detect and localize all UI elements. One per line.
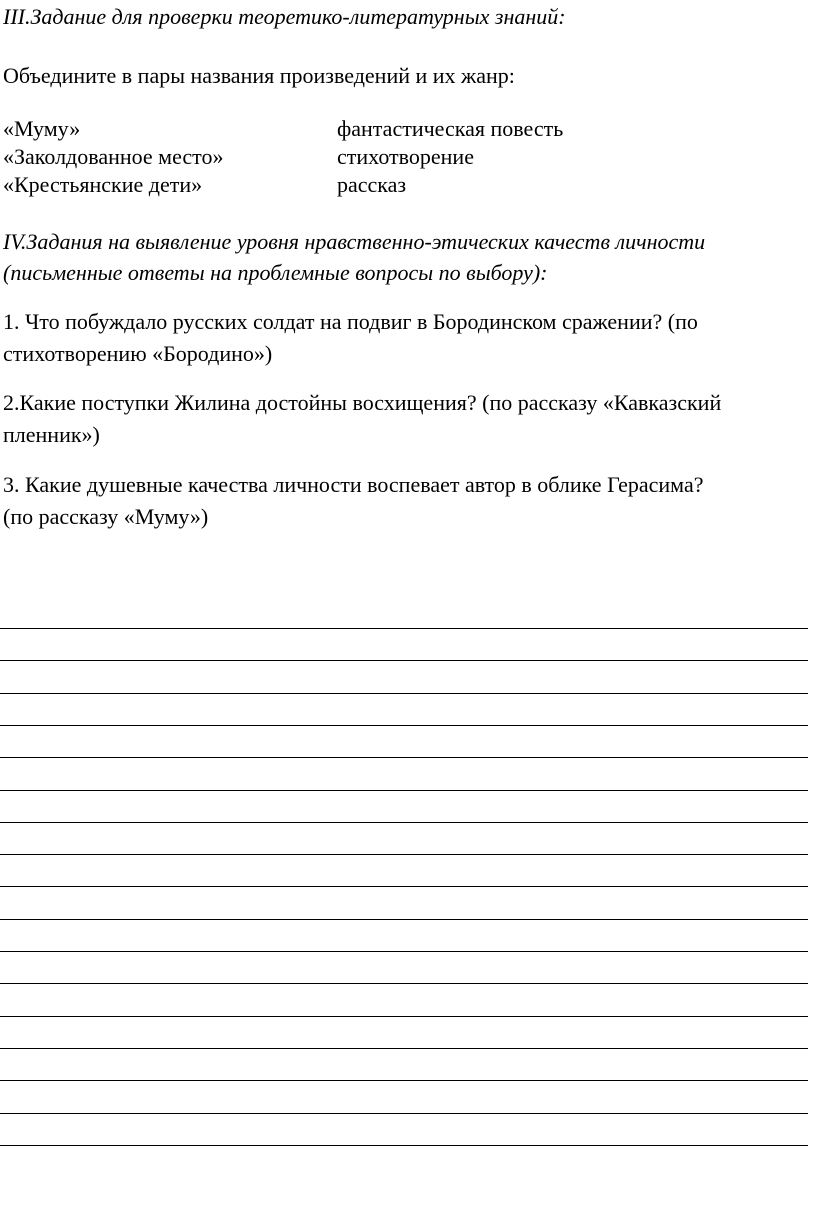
answer-line	[0, 660, 808, 661]
answer-line	[0, 725, 808, 726]
answer-line	[0, 951, 808, 952]
work-title: «Муму»	[3, 116, 81, 141]
work-title: «Заколдованное место»	[3, 144, 224, 169]
question-3-line1: 3. Какие душевные качества личности воспевает автор в облике Герасима?	[3, 472, 704, 497]
question-2-line1: 2.Какие поступки Жилина достойны восхищения? (по рассказу «Кавказский	[3, 390, 722, 415]
answer-line	[0, 1016, 808, 1017]
answer-line	[0, 1113, 808, 1114]
question-2-line2: пленник»)	[3, 422, 100, 447]
answer-line	[0, 1048, 808, 1049]
section3-heading: III.Задание для проверки теоретико-литературных знаний:	[3, 4, 566, 29]
answer-line	[0, 693, 808, 694]
question-3-line2: (по рассказу «Муму»)	[3, 504, 209, 529]
answer-line	[0, 854, 808, 855]
answer-line	[0, 628, 808, 629]
genre-label: фантастическая повесть	[337, 116, 564, 141]
question-1-line2: стихотворению «Бородино»)	[3, 341, 273, 366]
answer-line	[0, 983, 808, 984]
answer-line	[0, 757, 808, 758]
answer-line	[0, 822, 808, 823]
section4-heading-line1: IV.Задания на выявление уровня нравственно-этических качеств личности	[3, 229, 706, 254]
genre-label: стихотворение	[337, 144, 474, 169]
answer-line	[0, 790, 808, 791]
answer-line	[0, 1145, 808, 1146]
answer-line	[0, 886, 808, 887]
question-1-line1: 1. Что побуждало русских солдат на подвиг в Бородинском сражении? (по	[3, 309, 698, 334]
answer-line	[0, 1080, 808, 1081]
work-title: «Крестьянские дети»	[3, 172, 203, 197]
section4-heading-line2: (письменные ответы на проблемные вопросы по выбору):	[3, 260, 548, 285]
section3-instruction: Объедините в пары названия произведений и их жанр:	[3, 63, 515, 88]
answer-line	[0, 919, 808, 920]
genre-label: рассказ	[337, 172, 407, 197]
